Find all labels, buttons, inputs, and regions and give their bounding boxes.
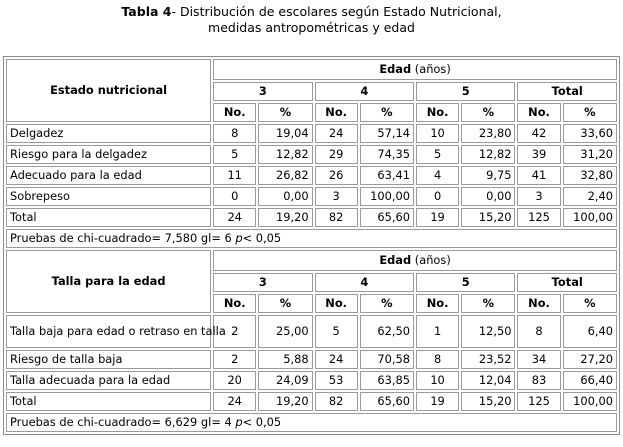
percent-cell: 9,75 bbox=[461, 166, 515, 185]
percent-cell: 5,88 bbox=[258, 350, 312, 369]
row-label: Riesgo de talla baja bbox=[6, 350, 211, 369]
chi-square-row bbox=[6, 413, 617, 432]
percent-cell: 65,60 bbox=[360, 208, 414, 227]
count-cell: 0 bbox=[213, 187, 256, 206]
percent-cell: 25,00 bbox=[258, 315, 312, 348]
table-row bbox=[6, 350, 617, 369]
count-column-header: No. bbox=[517, 103, 560, 122]
table-row bbox=[6, 392, 617, 411]
count-cell: 53 bbox=[315, 371, 358, 390]
count-cell: 24 bbox=[213, 208, 256, 227]
chi-square-label: Pruebas de chi-cuadrado= 6,629 bbox=[10, 415, 198, 429]
age-group-header: 5 bbox=[416, 82, 515, 101]
count-cell: 11 bbox=[213, 166, 256, 185]
count-cell: 39 bbox=[517, 145, 560, 164]
age-group-header: 5 bbox=[416, 273, 515, 292]
count-cell: 82 bbox=[315, 392, 358, 411]
count-cell: 42 bbox=[517, 124, 560, 143]
caption-title: - Distribución de escolares según Estado Nutricional, bbox=[171, 4, 502, 19]
table-caption bbox=[0, 4, 623, 36]
percent-cell: 12,50 bbox=[461, 315, 515, 348]
nutrition-table bbox=[3, 56, 620, 435]
age-group-header: 4 bbox=[315, 82, 414, 101]
table-row bbox=[6, 208, 617, 227]
count-cell: 41 bbox=[517, 166, 560, 185]
p-value: < 0,05 bbox=[242, 415, 282, 429]
chi-square-label: Pruebas de chi-cuadrado= 7,580 bbox=[10, 231, 198, 245]
count-cell: 125 bbox=[517, 208, 560, 227]
percent-cell: 12,82 bbox=[258, 145, 312, 164]
percent-cell: 33,60 bbox=[563, 124, 617, 143]
count-cell: 19 bbox=[416, 392, 459, 411]
chi-square-result bbox=[6, 413, 617, 432]
count-cell: 26 bbox=[315, 166, 358, 185]
chi-square-result bbox=[6, 229, 617, 248]
count-column-header: No. bbox=[213, 294, 256, 313]
row-label: Total bbox=[6, 392, 211, 411]
count-column-header: No. bbox=[517, 294, 560, 313]
count-cell: 3 bbox=[517, 187, 560, 206]
row-label: Delgadez bbox=[6, 124, 211, 143]
caption-title-line2: medidas antropométricas y edad bbox=[208, 20, 415, 35]
count-cell: 8 bbox=[213, 124, 256, 143]
count-cell: 10 bbox=[416, 124, 459, 143]
count-column-header: No. bbox=[416, 294, 459, 313]
count-cell: 8 bbox=[416, 350, 459, 369]
count-column-header: No. bbox=[315, 294, 358, 313]
percent-cell: 15,20 bbox=[461, 208, 515, 227]
percent-column-header: % bbox=[461, 294, 515, 313]
count-cell: 8 bbox=[517, 315, 560, 348]
row-label: Talla adecuada para la edad bbox=[6, 371, 211, 390]
row-label: Sobrepeso bbox=[6, 187, 211, 206]
percent-cell: 19,20 bbox=[258, 208, 312, 227]
count-cell: 10 bbox=[416, 371, 459, 390]
percent-cell: 6,40 bbox=[563, 315, 617, 348]
percent-cell: 2,40 bbox=[563, 187, 617, 206]
percent-cell: 63,41 bbox=[360, 166, 414, 185]
percent-cell: 15,20 bbox=[461, 392, 515, 411]
count-cell: 34 bbox=[517, 350, 560, 369]
table-row bbox=[6, 371, 617, 390]
count-cell: 5 bbox=[416, 145, 459, 164]
age-group-header: Total bbox=[517, 82, 617, 101]
percent-cell: 19,04 bbox=[258, 124, 312, 143]
percent-cell: 26,82 bbox=[258, 166, 312, 185]
age-group-header: 3 bbox=[213, 82, 312, 101]
section-talla-para-edad bbox=[6, 250, 617, 432]
count-cell: 2 bbox=[213, 350, 256, 369]
percent-cell: 57,14 bbox=[360, 124, 414, 143]
group-header-edad: Edad (años) bbox=[213, 250, 617, 271]
percent-cell: 65,60 bbox=[360, 392, 414, 411]
count-cell: 1 bbox=[416, 315, 459, 348]
p-value: < 0,05 bbox=[242, 231, 282, 245]
count-cell: 0 bbox=[416, 187, 459, 206]
table-row bbox=[6, 145, 617, 164]
edad-unit: (años) bbox=[414, 253, 451, 267]
count-cell: 82 bbox=[315, 208, 358, 227]
percent-cell: 62,50 bbox=[360, 315, 414, 348]
percent-cell: 32,80 bbox=[563, 166, 617, 185]
count-cell: 3 bbox=[315, 187, 358, 206]
table-row bbox=[6, 187, 617, 206]
caption-table-number: Tabla 4 bbox=[121, 4, 172, 19]
row-header-estado-nutricional: Estado nutricional bbox=[6, 59, 211, 122]
count-cell: 20 bbox=[213, 371, 256, 390]
count-cell: 125 bbox=[517, 392, 560, 411]
percent-cell: 19,20 bbox=[258, 392, 312, 411]
table-row bbox=[6, 166, 617, 185]
group-header-edad: Edad (años) bbox=[213, 59, 617, 80]
percent-cell: 74,35 bbox=[360, 145, 414, 164]
chi-square-row bbox=[6, 229, 617, 248]
count-cell: 24 bbox=[213, 392, 256, 411]
p-symbol: p bbox=[235, 415, 243, 429]
percent-cell: 31,20 bbox=[563, 145, 617, 164]
percent-cell: 23,52 bbox=[461, 350, 515, 369]
row-header-talla-para-edad: Talla para la edad bbox=[6, 250, 211, 313]
percent-cell: 12,82 bbox=[461, 145, 515, 164]
age-group-header: Total bbox=[517, 273, 617, 292]
percent-cell: 100,00 bbox=[563, 392, 617, 411]
percent-column-header: % bbox=[360, 103, 414, 122]
percent-column-header: % bbox=[360, 294, 414, 313]
percent-cell: 100,00 bbox=[563, 208, 617, 227]
percent-cell: 23,80 bbox=[461, 124, 515, 143]
row-label: Adecuado para la edad bbox=[6, 166, 211, 185]
edad-unit: (años) bbox=[414, 62, 451, 76]
percent-cell: 66,40 bbox=[563, 371, 617, 390]
p-symbol: p bbox=[235, 231, 243, 245]
count-cell: 19 bbox=[416, 208, 459, 227]
percent-cell: 12,04 bbox=[461, 371, 515, 390]
percent-cell: 27,20 bbox=[563, 350, 617, 369]
percent-cell: 24,09 bbox=[258, 371, 312, 390]
count-column-header: No. bbox=[315, 103, 358, 122]
percent-cell: 70,58 bbox=[360, 350, 414, 369]
percent-column-header: % bbox=[258, 294, 312, 313]
degrees-of-freedom: gl= 6 bbox=[200, 231, 232, 245]
count-cell: 83 bbox=[517, 371, 560, 390]
count-cell: 5 bbox=[213, 145, 256, 164]
age-group-header: 4 bbox=[315, 273, 414, 292]
percent-column-header: % bbox=[461, 103, 515, 122]
row-label: Riesgo para la delgadez bbox=[6, 145, 211, 164]
count-cell: 4 bbox=[416, 166, 459, 185]
count-cell: 29 bbox=[315, 145, 358, 164]
row-label: Total bbox=[6, 208, 211, 227]
section-estado-nutricional bbox=[6, 59, 617, 248]
degrees-of-freedom: gl= 4 bbox=[200, 415, 232, 429]
count-cell: 24 bbox=[315, 350, 358, 369]
age-group-header: 3 bbox=[213, 273, 312, 292]
count-cell: 5 bbox=[315, 315, 358, 348]
percent-cell: 63,85 bbox=[360, 371, 414, 390]
percent-column-header: % bbox=[258, 103, 312, 122]
count-cell: 24 bbox=[315, 124, 358, 143]
count-column-header: No. bbox=[213, 103, 256, 122]
percent-column-header: % bbox=[563, 103, 617, 122]
count-column-header: No. bbox=[416, 103, 459, 122]
percent-column-header: % bbox=[563, 294, 617, 313]
percent-cell: 0,00 bbox=[258, 187, 312, 206]
table-row bbox=[6, 124, 617, 143]
row-label: Talla baja para edad o retraso en talla bbox=[6, 315, 211, 348]
count-cell: 2 bbox=[213, 315, 256, 348]
percent-cell: 0,00 bbox=[461, 187, 515, 206]
percent-cell: 100,00 bbox=[360, 187, 414, 206]
table-row bbox=[6, 315, 617, 348]
